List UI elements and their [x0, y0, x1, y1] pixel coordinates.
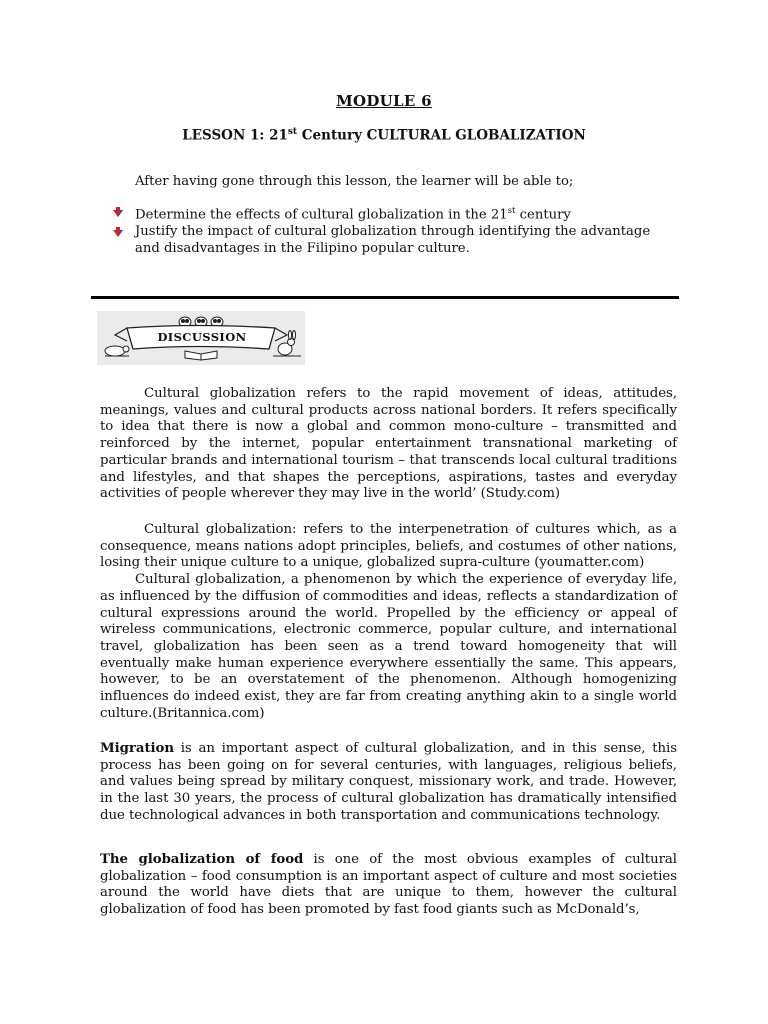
paragraph-bold-term: The globalization of food — [100, 852, 304, 867]
objective-item — [112, 203, 672, 223]
objective-superscript: st — [507, 206, 516, 216]
paragraph-migration — [100, 741, 677, 825]
section-divider — [91, 296, 679, 299]
discussion-banner — [97, 311, 305, 365]
lesson-title-suffix: Century CULTURAL GLOBALIZATION — [297, 127, 586, 144]
lesson-title-prefix: LESSON 1: 21 — [182, 127, 288, 144]
paragraph-definition — [100, 386, 677, 503]
paragraph-interpenetration — [100, 522, 677, 722]
lesson-title — [0, 127, 768, 144]
paragraph-text: is an important aspect of cultural globalization, and in this sense, this process has been going on for several centuries, with languages, religious beliefs, and values being spread by military conquest, missionary work, and trade. However, in the last 30 years, the process of cultural globalization has dramatically intensified due technological advances in both transportation and communications technology. — [100, 741, 677, 823]
paragraph-text: Cultural globalization: refers to the interpenetration of cultures which, as a consequence, means nations adopt principles, beliefs, and costumes of other nations, losing their unique culture to a unique, globalized supra-culture (youmatter.com) — [100, 522, 677, 571]
module-title: MODULE 6 — [336, 92, 432, 110]
lesson-title-superscript: st — [287, 127, 298, 137]
paragraph-food — [100, 852, 677, 919]
paragraph-bold-term: Migration — [100, 741, 174, 756]
objectives-list — [112, 203, 672, 257]
paragraph-text: Cultural globalization refers to the rapid movement of ideas, attitudes, meanings, values and cultural products across national borders. It refers specifically to idea that there is now a global and common mono-culture – transmitted and reinforced by the internet, popular entertainment transnational marketing of particular brands and international tourism – that transcends local cultural traditions and lifestyles, and that shapes the perceptions, aspirations, tastes and everyday activities of people wherever they may live in the world’ (Study.com) — [100, 386, 677, 502]
discussion-label: DISCUSSION — [157, 330, 247, 344]
paragraph-text: Cultural globalization, a phenomenon by which the experience of everyday life, as influenced by the diffusion of commodities and ideas, reflects a standardization of cultural expressions around the world. Propelled by the efficiency or appeal of wireless communications, electronic commerce, popular culture, and international travel, globalization has been seen as a trend toward homogeneity that will eventually make human experience everywhere essentially the same. This appears, however, to be an overstatement of the phenomenon. Although homogenizing influences do indeed exist, they are far from creating anything akin to a single world culture.(Britannica.com) — [100, 572, 677, 721]
objective-text: Determine the effects of cultural globalization in the 21 — [135, 207, 508, 223]
arrow-bullet-icon — [112, 206, 124, 218]
objective-text-tail: century — [515, 207, 571, 223]
paragraph-text: is one of the most obvious examples of cultural globalization – food consumption is an important aspect of culture and most societies around the world have diets that are unique to them, however the cultural globalization of food has been promoted by fast food giants such as McDonald’s, — [100, 852, 678, 918]
arrow-bullet-icon — [112, 226, 124, 238]
objective-text: Justify the impact of cultural globalization through identifying the advantage and disadvantages in the Filipino popular culture. — [135, 224, 651, 257]
intro-text: After having gone through this lesson, the learner will be able to; — [135, 174, 574, 189]
objective-item — [112, 223, 672, 257]
turtle-icon — [105, 346, 129, 356]
